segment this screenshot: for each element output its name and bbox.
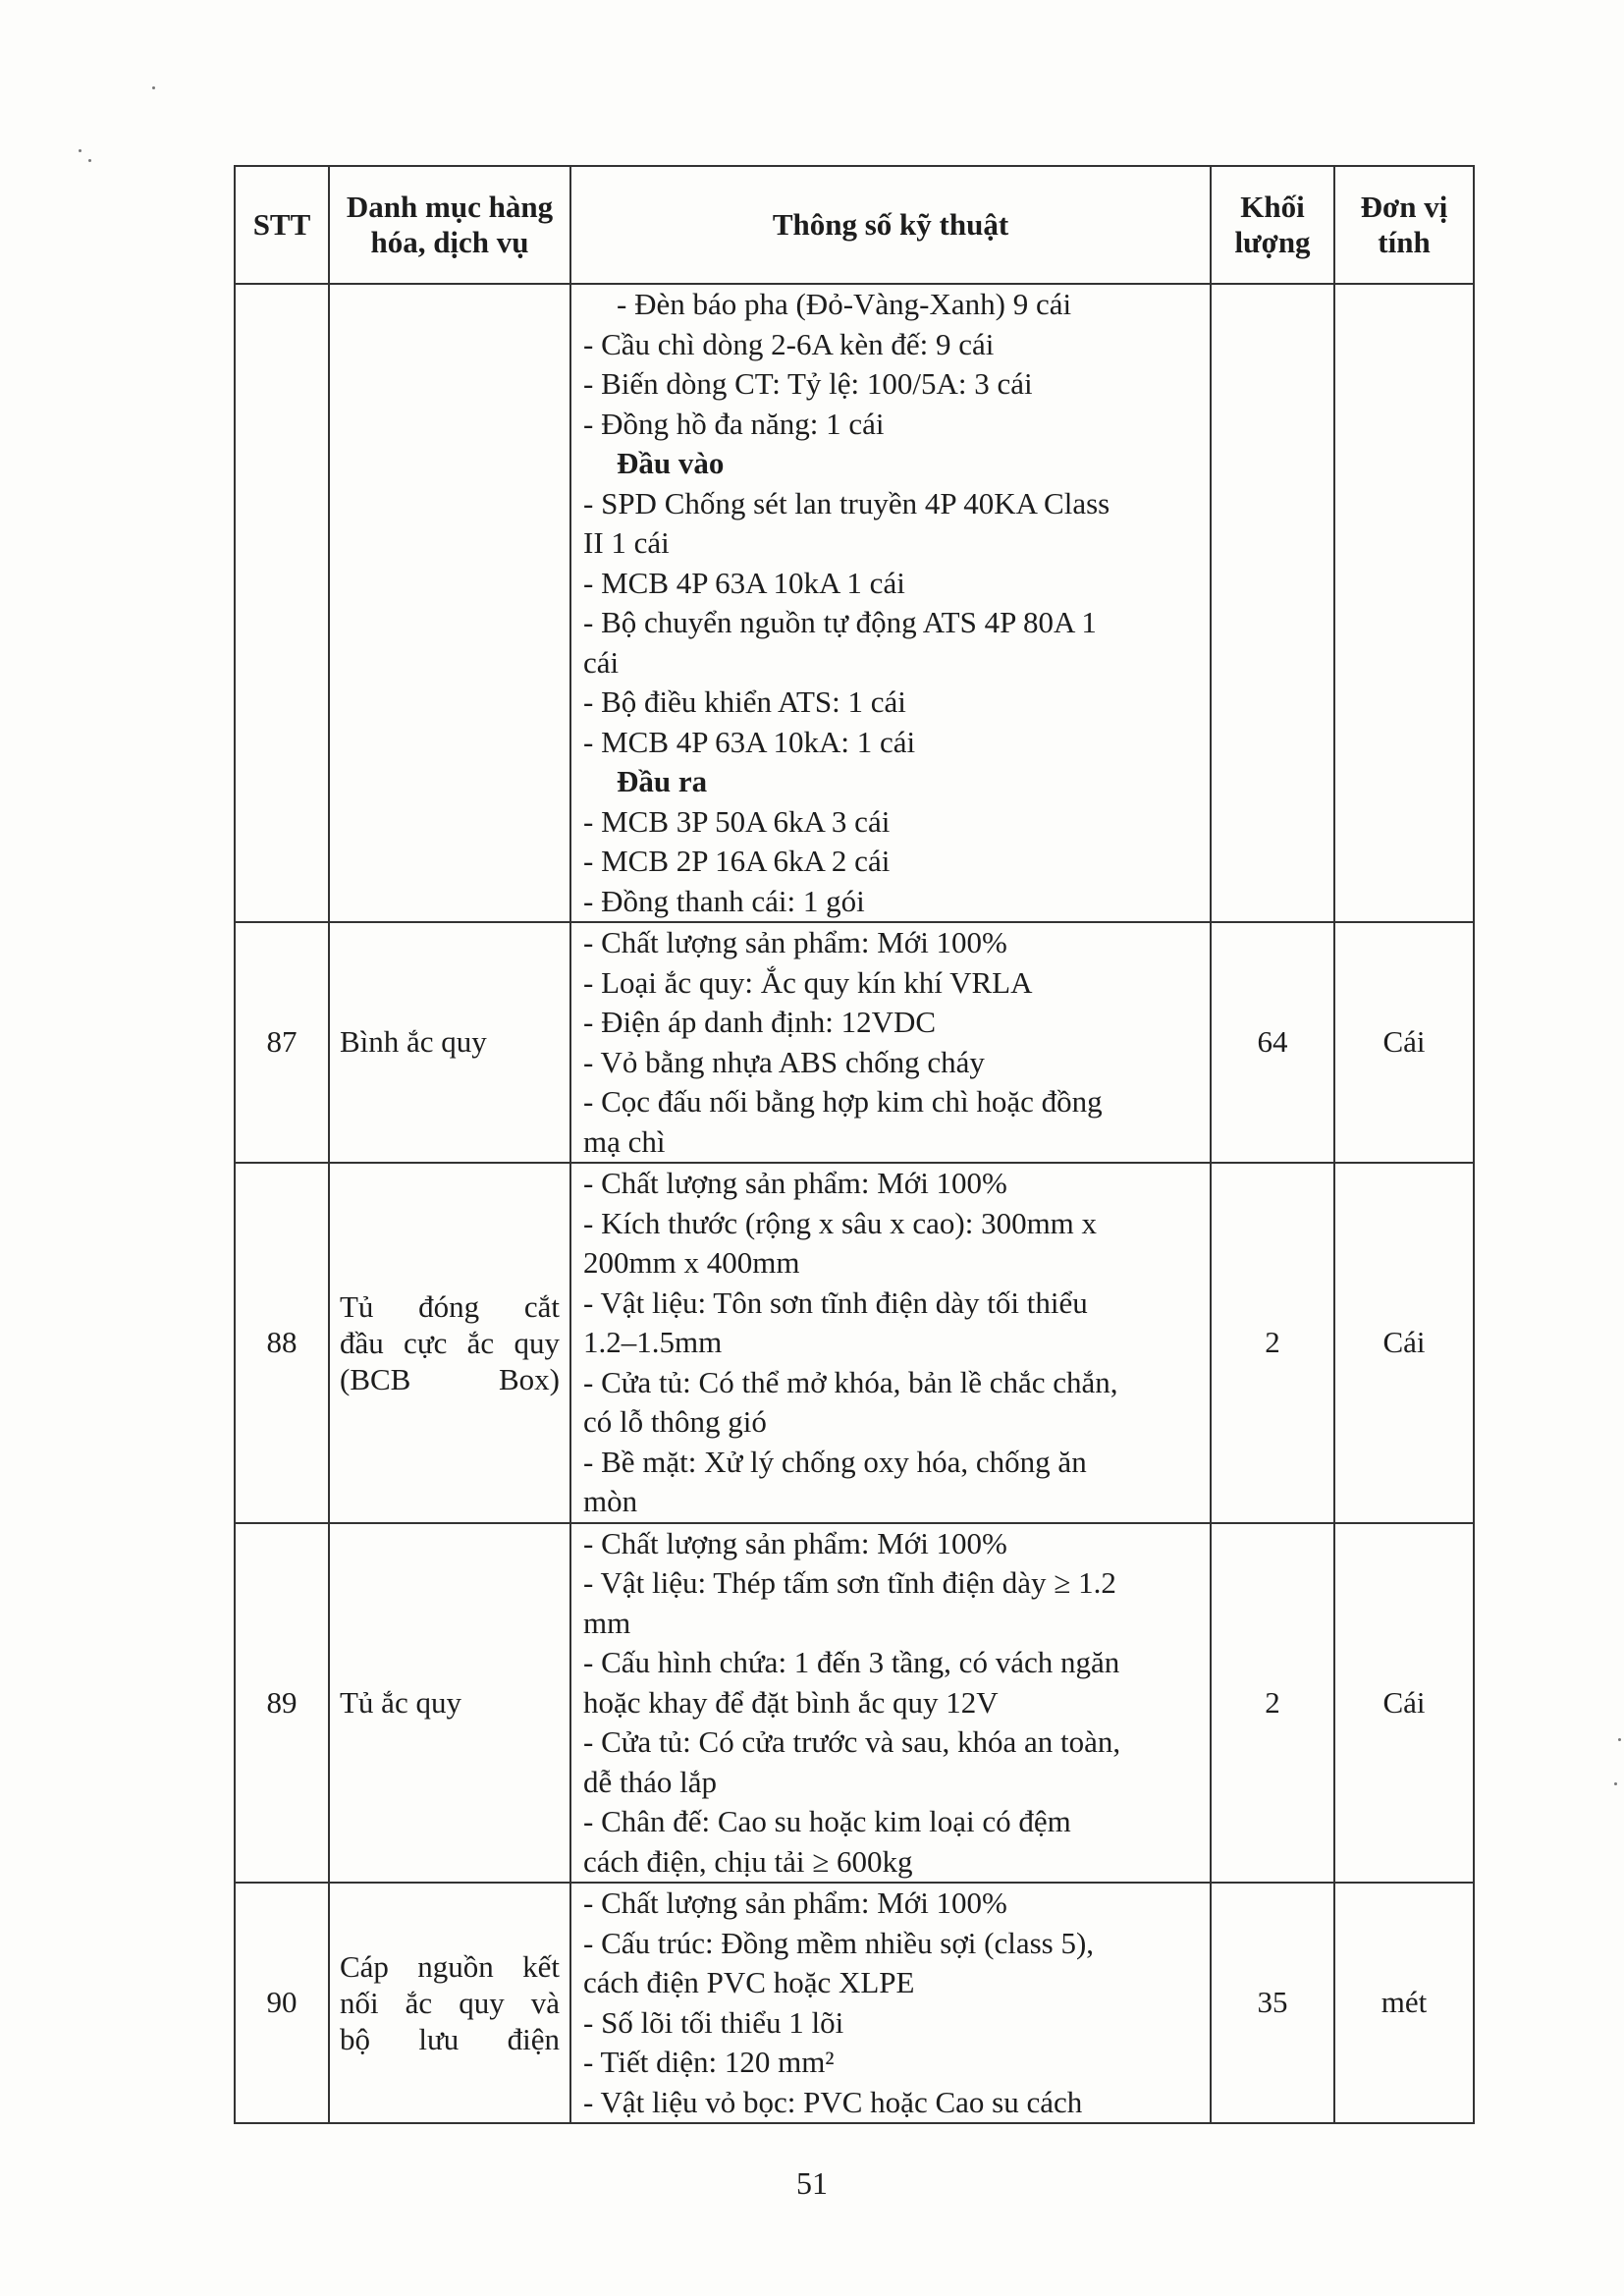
scan-speck bbox=[1618, 1738, 1621, 1741]
cell-unit: Cái bbox=[1334, 922, 1474, 1163]
cell-spec bbox=[570, 284, 1211, 922]
spec-line: - Cửa tủ: Có cửa trước và sau, khóa an toàn, bbox=[583, 1724, 1121, 1759]
spec-line: - Loại ắc quy: Ắc quy kín khí VRLA bbox=[583, 964, 1033, 1000]
cell-quantity: 2 bbox=[1211, 1163, 1334, 1523]
spec-line: 1.2–1.5mm bbox=[583, 1325, 723, 1359]
spec-line: - MCB 4P 63A 10kA 1 cái bbox=[583, 565, 905, 600]
spec-line: - Đồng hồ đa năng: 1 cái bbox=[583, 406, 885, 441]
cell-stt: 90 bbox=[235, 1883, 329, 2123]
spec-line: - Cầu chì dòng 2-6A kèn đế: 9 cái bbox=[583, 326, 995, 361]
spec-line: - MCB 2P 16A 6kA 2 cái bbox=[583, 844, 891, 878]
table-row bbox=[235, 922, 1474, 1163]
name-line: bộ lưu điện bbox=[340, 2022, 560, 2056]
spec-line: Đầu ra bbox=[617, 764, 708, 798]
cell-spec bbox=[570, 922, 1211, 1163]
spec-line: mạ chì bbox=[583, 1123, 666, 1159]
spec-line: cách điện, chịu tải ≥ 600kg bbox=[583, 1843, 913, 1879]
spec-line: - Cấu trúc: Đồng mềm nhiều sợi (class 5), bbox=[583, 1925, 1095, 1960]
name-line: Tủ đóng cắt bbox=[340, 1288, 560, 1324]
cell-quantity: 2 bbox=[1211, 1523, 1334, 1884]
header-unit: Đơn vị tính bbox=[1334, 166, 1474, 284]
cell-quantity bbox=[1211, 284, 1334, 922]
spec-line: - Cọc đấu nối bằng hợp kim chì hoặc đồng bbox=[583, 1084, 1103, 1119]
spec-line: mòn bbox=[583, 1484, 638, 1518]
table-row bbox=[235, 1163, 1474, 1523]
cell-name bbox=[329, 1163, 570, 1523]
spec-line: - Biến dòng CT: Tỷ lệ: 100/5A: 3 cái bbox=[583, 366, 1033, 401]
header-spec: Thông số kỹ thuật bbox=[570, 166, 1211, 284]
cell-name bbox=[329, 284, 570, 922]
header-quantity: Khối lượng bbox=[1211, 166, 1334, 284]
name-line: Bình ắc quy bbox=[340, 1024, 487, 1060]
spec-line: cách điện PVC hoặc XLPE bbox=[583, 1965, 915, 1999]
spec-line: - Tiết diện: 120 mm² bbox=[583, 2045, 835, 2079]
spec-line: - Chất lượng sản phẩm: Mới 100% bbox=[583, 925, 1007, 959]
spec-line: - MCB 4P 63A 10kA: 1 cái bbox=[583, 724, 916, 759]
spec-line: mm bbox=[583, 1605, 631, 1640]
cell-name bbox=[329, 1523, 570, 1884]
name-line: đầu cực ắc quy bbox=[340, 1325, 560, 1360]
page-number: 51 bbox=[796, 2165, 828, 2201]
cell-stt: 89 bbox=[235, 1523, 329, 1884]
spec-line: - Vật liệu: Thép tấm sơn tĩnh điện dày ≥ 1.2 bbox=[583, 1565, 1116, 1600]
spec-line: - Bộ chuyển nguồn tự động ATS 4P 80A 1 bbox=[583, 605, 1097, 639]
spec-line: Đầu vào bbox=[617, 446, 725, 480]
spec-line: - Đồng thanh cái: 1 gói bbox=[583, 883, 865, 918]
name-line: nối ắc quy và bbox=[340, 1986, 560, 2020]
scan-speck bbox=[79, 149, 81, 152]
spec-line: - Đèn báo pha (Đỏ-Vàng-Xanh) 9 cái bbox=[617, 287, 1072, 321]
spec-line: - Điện áp danh định: 12VDC bbox=[583, 1005, 937, 1039]
cell-quantity: 64 bbox=[1211, 922, 1334, 1163]
cell-name bbox=[329, 1883, 570, 2123]
spec-line: dễ tháo lắp bbox=[583, 1764, 718, 1799]
cell-spec bbox=[570, 1883, 1211, 2123]
cell-name bbox=[329, 922, 570, 1163]
cell-unit: Cái bbox=[1334, 1163, 1474, 1523]
header-category: Danh mục hàng hóa, dịch vụ bbox=[329, 166, 570, 284]
spec-line: - Vỏ bằng nhựa ABS chống cháy bbox=[583, 1044, 985, 1079]
spec-line: - Bộ điều khiển ATS: 1 cái bbox=[583, 684, 906, 719]
spec-line: - Vật liệu vỏ bọc: PVC hoặc Cao su cách bbox=[583, 2084, 1083, 2119]
spec-line: - Chân đế: Cao su hoặc kim loại có đệm bbox=[583, 1804, 1071, 1838]
spec-line: 200mm x 400mm bbox=[583, 1245, 800, 1280]
spec-line: - Vật liệu: Tôn sơn tĩnh điện dày tối thiểu bbox=[583, 1285, 1088, 1320]
table-header-row bbox=[235, 166, 1474, 284]
cell-unit: mét bbox=[1334, 1883, 1474, 2123]
cell-spec bbox=[570, 1163, 1211, 1523]
spec-line: - Cấu hình chứa: 1 đến 3 tầng, có vách ngăn bbox=[583, 1645, 1120, 1679]
spec-line: - Chất lượng sản phẩm: Mới 100% bbox=[583, 1886, 1007, 1920]
spec-line: - Số lõi tối thiểu 1 lõi bbox=[583, 2004, 844, 2040]
cell-quantity: 35 bbox=[1211, 1883, 1334, 2123]
spec-line: có lỗ thông gió bbox=[583, 1404, 767, 1439]
cell-stt: 87 bbox=[235, 922, 329, 1163]
table-row bbox=[235, 1883, 1474, 2123]
table-row-continuation bbox=[235, 284, 1474, 922]
cell-unit: Cái bbox=[1334, 1523, 1474, 1884]
cell-unit bbox=[1334, 284, 1474, 922]
name-line: Tủ ắc quy bbox=[340, 1684, 461, 1720]
spec-line: - SPD Chống sét lan truyền 4P 40KA Class bbox=[583, 485, 1110, 520]
spec-line: - Kích thước (rộng x sâu x cao): 300mm x bbox=[583, 1205, 1098, 1240]
name-line: (BCB Box) bbox=[340, 1361, 560, 1396]
header-stt: STT bbox=[235, 166, 329, 284]
name-line: Cáp nguồn kết bbox=[340, 1949, 560, 1984]
scan-speck bbox=[152, 86, 155, 89]
cell-stt bbox=[235, 284, 329, 922]
spec-line: cái bbox=[583, 644, 620, 680]
spec-line: - Bề mặt: Xử lý chống oxy hóa, chống ăn bbox=[583, 1444, 1087, 1479]
spec-line: - MCB 3P 50A 6kA 3 cái bbox=[583, 803, 891, 839]
spec-line: - Chất lượng sản phẩm: Mới 100% bbox=[583, 1166, 1007, 1200]
spec-line: hoặc khay để đặt bình ắc quy 12V bbox=[583, 1684, 999, 1720]
spec-line: - Chất lượng sản phẩm: Mới 100% bbox=[583, 1525, 1007, 1560]
cell-spec bbox=[570, 1523, 1211, 1884]
table-row bbox=[235, 1523, 1474, 1884]
spec-line: II 1 cái bbox=[583, 525, 670, 560]
scan-speck bbox=[88, 159, 91, 162]
cell-stt: 88 bbox=[235, 1163, 329, 1523]
scan-speck bbox=[1614, 1782, 1617, 1785]
spec-line: - Cửa tủ: Có thể mở khóa, bản lề chắc chắn, bbox=[583, 1364, 1118, 1399]
spec-table bbox=[234, 165, 1475, 2124]
